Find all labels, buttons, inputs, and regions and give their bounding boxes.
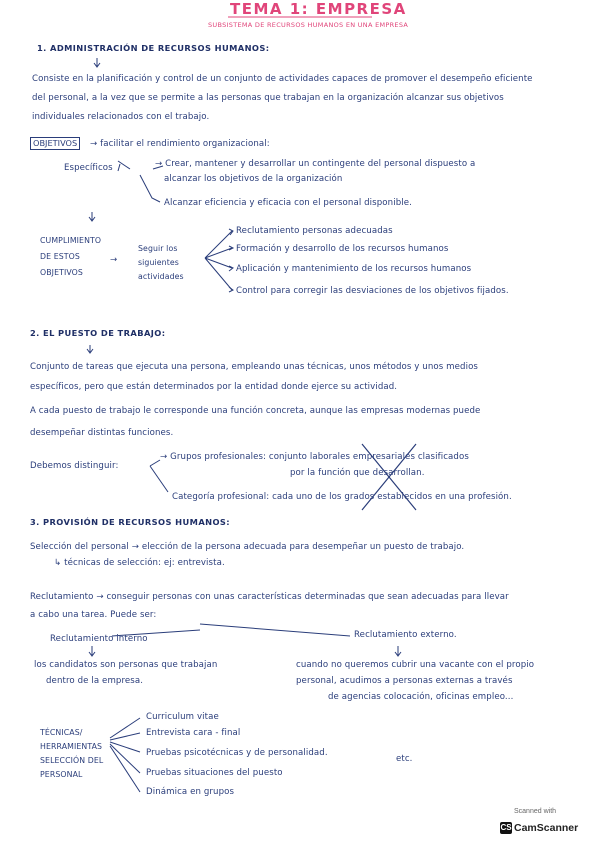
especificos-label: Específicos <box>64 163 113 173</box>
camscanner-watermark <box>500 808 590 842</box>
herramienta-item: Entrevista cara - final <box>146 728 241 738</box>
section-1-heading: 1. ADMINISTRACIÓN DE RECURSOS HUMANOS: <box>37 43 270 53</box>
tecnicas-label: TÉCNICAS/ <box>40 728 83 737</box>
section-1-definition-line: del personal, a la vez que se permite a las personas que trabajan en la organización alcanzar sus objetivos <box>32 93 504 103</box>
seleccion-personal: Selección del personal → elección de la persona adecuada para desempeñar un puesto de trabajo. <box>30 542 465 552</box>
objetivos-text: → facilitar el rendimiento organizacional: <box>90 139 270 149</box>
camscanner-brand-text: CamScanner <box>514 822 579 834</box>
cumplimiento-arrow: → <box>110 255 118 265</box>
section-2-paragraph-line: específicos, pero que están determinados por la entidad donde ejerce su actividad. <box>30 382 398 392</box>
objetivos-box: OBJETIVOS <box>30 137 80 150</box>
reclutamiento-externo: Reclutamiento externo. <box>354 630 457 640</box>
herramienta-item: Pruebas psicotécnicas y de personalidad. <box>146 748 328 758</box>
activity-item: Control para corregir las desviaciones de los objetivos fijados. <box>236 286 509 296</box>
section-1-definition-line: Consiste en la planificación y control de un conjunto de actividades capaces de promover el desempeño eficiente <box>32 74 533 84</box>
section-3-heading: 3. PROVISIÓN DE RECURSOS HUMANOS: <box>30 517 231 527</box>
camscanner-brand <box>500 822 578 834</box>
scanned-with-text: Scanned with <box>514 808 557 815</box>
section-2-heading: 2. EL PUESTO DE TRABAJO: <box>30 328 166 338</box>
section-2-paragraph-line: desempeñar distintas funciones. <box>30 428 174 438</box>
reclutamiento-interno: Reclutamiento interno <box>50 634 148 644</box>
externo-description: de agencias colocación, oficinas empleo... <box>328 692 514 702</box>
externo-description: personal, acudimos a personas externas a través <box>296 676 513 686</box>
tecnicas-label: PERSONAL <box>40 770 83 779</box>
grupos-profesionales: → Grupos profesionales: conjunto laborales empresariales clasificados <box>160 452 469 462</box>
herramienta-item: Pruebas situaciones del puesto <box>146 768 283 778</box>
seguir-label: Seguir los <box>138 244 178 253</box>
especificos-item: alcanzar los objetivos de la organización <box>164 174 343 184</box>
seguir-label: actividades <box>138 272 184 281</box>
reclutamiento-line: a cabo una tarea. Puede ser: <box>30 610 157 620</box>
section-1-definition-line: individuales relacionados con el trabajo. <box>32 112 210 122</box>
interno-description: los candidatos son personas que trabajan <box>34 660 218 670</box>
cumplimiento-label: CUMPLIMIENTO <box>40 236 102 245</box>
activity-item: Reclutamiento personas adecuadas <box>236 226 393 236</box>
cumplimiento-label: DE ESTOS <box>40 252 80 261</box>
cumplimiento-label: OBJETIVOS <box>40 268 83 277</box>
activity-item: Formación y desarrollo de los recursos humanos <box>236 244 449 254</box>
section-2-paragraph-line: A cada puesto de trabajo le corresponde una función concreta, aunque las empresas modernas puede <box>30 406 481 416</box>
categoria-profesional: Categoría profesional: cada uno de los grados establecidos en una profesión. <box>172 492 512 502</box>
activity-item: Aplicación y mantenimiento de los recursos humanos <box>236 264 472 274</box>
etc-label: etc. <box>396 754 413 764</box>
reclutamiento-line: Reclutamiento → conseguir personas con unas características determinadas que sean adecuadas para llevar <box>30 592 509 602</box>
distinguir-label: Debemos distinguir: <box>30 461 119 471</box>
tecnicas-seleccion: ↳ técnicas de selección: ej: entrevista. <box>54 558 225 568</box>
tecnicas-label: HERRAMIENTAS <box>40 742 103 751</box>
interno-description: dentro de la empresa. <box>46 676 144 686</box>
section-2-paragraph-line: Conjunto de tareas que ejecuta una persona, empleando unas técnicas, unos métodos y unos medios <box>30 362 479 372</box>
page-subtitle: SUBSISTEMA DE RECURSOS HUMANOS EN UNA EMPRESA <box>208 21 409 29</box>
grupos-profesionales: por la función que desarrollan. <box>290 468 425 478</box>
page-title: TEMA 1: EMPRESA <box>230 0 407 18</box>
externo-description: cuando no queremos cubrir una vacante con el propio <box>296 660 535 670</box>
especificos-item: → Crear, mantener y desarrollar un contingente del personal dispuesto a <box>155 159 476 169</box>
herramienta-item: Dinámica en grupos <box>146 787 235 797</box>
especificos-item: Alcanzar eficiencia y eficacia con el personal disponible. <box>164 198 412 208</box>
tecnicas-label: SELECCIÓN DEL <box>40 756 104 765</box>
camscanner-logo-icon: CS <box>500 823 512 833</box>
seguir-label: siguientes <box>138 258 179 267</box>
herramienta-item: Curriculum vitae <box>146 712 219 722</box>
